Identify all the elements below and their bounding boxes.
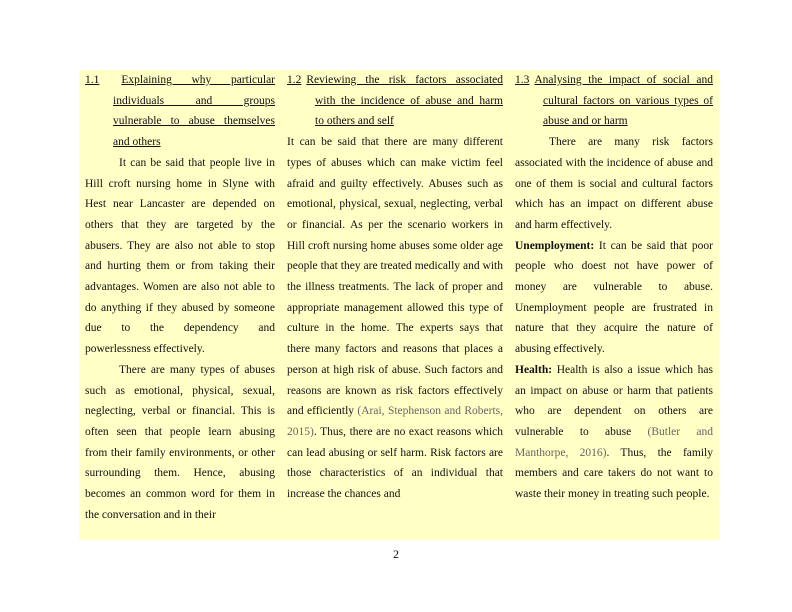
heading-line: individuals and groups [113, 94, 275, 107]
heading-number: 1.2 [287, 74, 302, 86]
citation: (Arai, Stephenson and Roberts, 2015) [287, 405, 503, 438]
heading-line: Reviewing the risk factors associated [306, 74, 503, 86]
label-health: Health: [515, 363, 553, 376]
body-text: . Thus, the family members and care takers do not want to waste their money in treating such people. [515, 446, 713, 501]
heading-line: vulnerable to abuse themselves [113, 115, 275, 128]
paragraph [287, 132, 503, 505]
column-1-1 [79, 70, 281, 540]
heading-line: Analysing the impact of social and [534, 74, 713, 86]
citation: (Butler and Manthorpe, 2016) [515, 425, 713, 459]
column-1-2 [281, 70, 509, 540]
heading-1-1 [85, 70, 275, 153]
paragraph: There are many types of abuses such as emotional, physical, sexual, neglecting, verbal or financial. This is often seen that people learn abusing from their family environments, or other surrounding them. Hence, abusing becomes an common word for them in the conversation and in their [85, 363, 275, 521]
paragraph [515, 360, 713, 505]
body-text: . Thus, there are no exact reasons which can lead abusing or self harm. Risk factors are those characteristics of an individual that increase the chances and [287, 425, 503, 501]
paragraph: It can be said that people live in Hill croft nursing home in Slyne with Hest near Lancaster are depended on others that they are targeted by the abusers. They are also not able to stop and hurting them or from taking their advantages. Women are also not able to do anything if they abused by someone due to the dependency and powerlessness effectively. [85, 156, 275, 356]
heading-number: 1.3 [515, 74, 530, 86]
three-column-table [79, 70, 719, 540]
heading-line: cultural factors on various types of [543, 94, 713, 107]
heading-line: Explaining why particular [121, 74, 275, 86]
heading-1-3 [515, 70, 713, 132]
paragraph [515, 236, 713, 360]
label-unemployment: Unemployment: [515, 239, 595, 252]
heading-line: to others and self [315, 115, 394, 128]
body-text: It can be said that poor people who doest not have power of money are vulnerable to abuse. Unemployment people are frustrated in nature that they acquire the nature of abusing effectively. [515, 239, 713, 356]
heading-line: with the incidence of abuse and harm [315, 94, 503, 107]
heading-line: and others [113, 136, 161, 149]
page-number: 2 [393, 547, 399, 561]
body-text: It can be said that there are many different types of abuses which can make victim feel afraid and guilty effectively. Abuses such as emotional, physical, sexual, neglecting, verbal or financial. As per the scenario workers in Hill croft nursing home abuses some older age people that they are treated medically and with the illness treatments. The lack of proper and appropriate management allowed this type of culture in the home. The experts says that there many factors and reasons that places a person at high risk of abuse. Such factors and reasons are known as risk factors effectively and efficiently [287, 136, 503, 418]
body-text: Health is also a issue which has an impact on abuse or harm that patients who are dependent on others are vulnerable to abuse [515, 363, 713, 438]
heading-number: 1.1 [85, 74, 100, 86]
heading-1-2 [287, 70, 503, 132]
heading-line: abuse and or harm [543, 115, 628, 128]
paragraph: There are many risk factors associated with the incidence of abuse and one of them is social and cultural factors which has an impact on different abuse and harm effectively. [515, 136, 713, 231]
column-1-3 [509, 70, 719, 540]
